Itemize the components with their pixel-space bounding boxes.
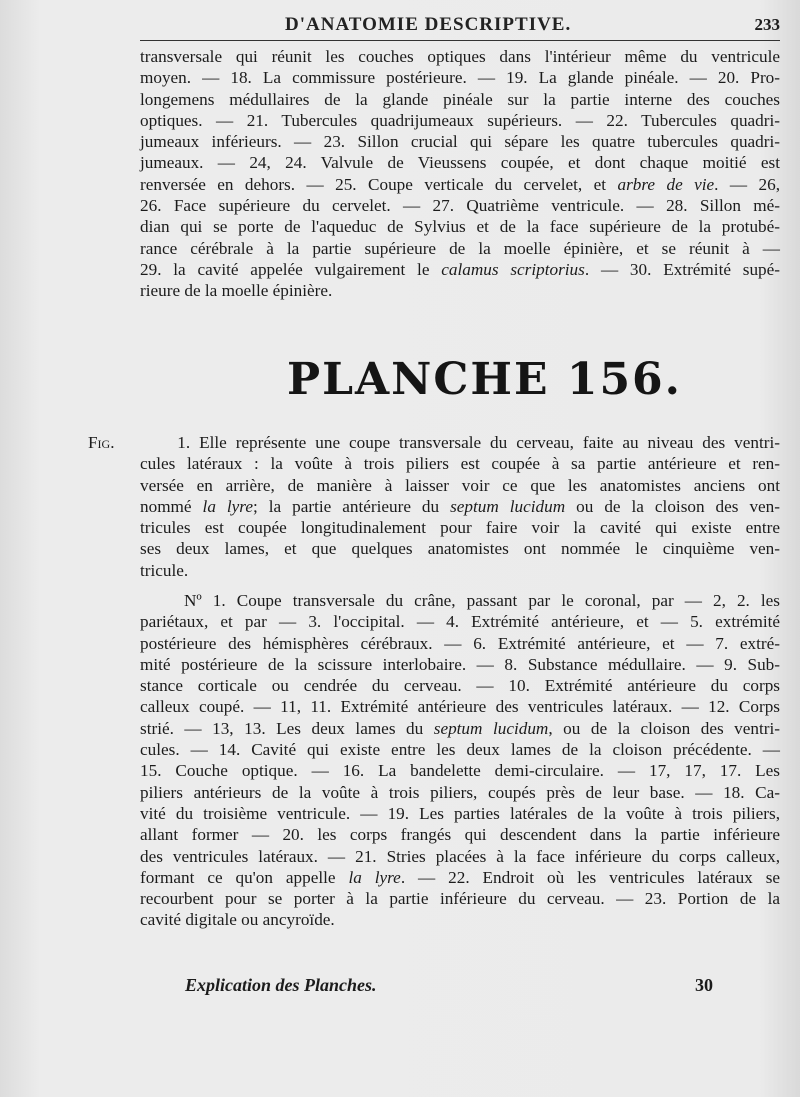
text-line: 29. la cavité appelée vulgairement le calamus scriptorius. — 30. Extrémité supé- bbox=[140, 259, 780, 279]
text-line: mité postérieure de la scissure interlobaire. — 8. Substance médullaire. — 9. Sub- bbox=[140, 654, 780, 674]
plate-title: PLANCHE 156. bbox=[287, 354, 682, 405]
text-line: optiques. — 21. Tubercules quadrijumeaux supérieurs. — 22. Tubercules quadri- bbox=[140, 110, 780, 130]
text-line: strié. — 13, 13. Les deux lames du septum lucidum, ou de la cloison des ventri- bbox=[140, 718, 780, 738]
text-line: cules latéraux : la voûte à trois piliers est coupée à sa partie antérieure et ren- bbox=[140, 454, 780, 474]
text-line: longemens médullaires de la glande pinéale sur la partie interne des couches bbox=[140, 89, 780, 109]
running-title: D'ANATOMIE DESCRIPTIVE. bbox=[285, 14, 572, 35]
figure-first-line bbox=[88, 432, 780, 453]
text-line: jumeaux inférieurs. — 23. Sillon crucial qui sépare les quatre tubercules quadri- bbox=[140, 132, 780, 152]
running-header bbox=[140, 14, 780, 41]
text-line: cavité digitale ou ancyroïde. bbox=[140, 910, 335, 930]
text-line: tricules est coupée longitudinalement pour faire voir la cavité qui existe entre bbox=[140, 518, 780, 538]
text-line: cules. — 14. Cavité qui existe entre les deux lames de la cloison précédente. — bbox=[140, 740, 780, 760]
text-line: 26. Face supérieure du cervelet. — 27. Quatrième ventricule. — 28. Sillon mé- bbox=[140, 196, 780, 216]
text-line: moyen. — 18. La commissure postérieure. — 19. La glande pinéale. — 20. Pro- bbox=[140, 68, 780, 88]
text-line: ses deux lames, et que quelques anatomistes ont nommée le cinquième ven- bbox=[140, 539, 780, 559]
page-number: 233 bbox=[754, 15, 780, 34]
figure-paragraph bbox=[88, 432, 780, 581]
text-line: jumeaux. — 24, 24. Valvule de Vieussens coupée, et dont chaque moitié est bbox=[140, 153, 780, 173]
text-line: vité du troisième ventricule. — 19. Les parties latérales de la voûte à trois piliers, bbox=[140, 803, 780, 823]
text-line: transversale qui réunit les couches optiques dans l'intérieur même du ventricule bbox=[140, 47, 780, 66]
text-line: Nº 1. Coupe transversale du crâne, passant par le coronal, par — 2, 2. les bbox=[184, 591, 780, 610]
text-line: piliers antérieurs de la voûte à trois piliers, coupés près de leur base. — 18. Ca- bbox=[140, 782, 780, 802]
text-line: calleux coupé. — 11, 11. Extrémité antérieure des ventricules latéraux. — 12. Corps bbox=[140, 697, 780, 717]
text-line: postérieure des hémisphères cérébraux. — 6. Extrémité antérieure, et — 7. extré- bbox=[140, 633, 780, 653]
legend-paragraph bbox=[140, 590, 780, 931]
text-line: pariétaux, et par — 3. l'occipital. — 4. Extrémité antérieure, et — 5. extrémité bbox=[140, 612, 780, 632]
text-line: rieure de la moelle épinière. bbox=[140, 281, 333, 301]
text-line: 1. Elle représente une coupe transversale du cerveau, faite au niveau des ventri- bbox=[177, 433, 780, 452]
footer-title: Explication des Planches. bbox=[185, 975, 377, 995]
figure-label: Fig. bbox=[88, 433, 115, 452]
text-line: recourbent pour se porter à la partie inférieure du cerveau. — 23. Portion de la bbox=[140, 889, 780, 909]
text-line: formant ce qu'on appelle la lyre. — 22. Endroit où les ventricules latéraux se bbox=[140, 867, 781, 887]
text-line: stance corticale ou cendrée du cerveau. — 10. Extrémité antérieure du corps bbox=[140, 676, 780, 696]
text-line: 15. Couche optique. — 16. La bandelette demi-circulaire. — 17, 17, 17. Les bbox=[140, 761, 780, 781]
footer-signature: 30 bbox=[695, 975, 713, 995]
text-line: renversée en dehors. — 25. Coupe verticale du cervelet, et arbre de vie. — 26, bbox=[140, 174, 781, 194]
intro-paragraph bbox=[140, 46, 780, 302]
text-line: nommé la lyre; la partie antérieure du septum lucidum ou de la cloison des ven- bbox=[140, 496, 780, 516]
text-line: allant former — 20. les corps frangés qui descendent dans la partie inférieure bbox=[140, 825, 780, 845]
text-line: tricule. bbox=[140, 560, 189, 580]
text-line: des ventricules latéraux. — 21. Stries placées à la face inférieure du corps calleux, bbox=[140, 846, 780, 866]
text-line: rance cérébrale à la partie supérieure de la moelle épinière, et se réunit à — bbox=[140, 238, 780, 258]
text-line: versée en arrière, de manière à laisser voir ce que les anatomistes anciens ont bbox=[140, 475, 780, 495]
text-line: dian qui se porte de l'aqueduc de Sylvius et de la face supérieure de la protubé- bbox=[140, 217, 780, 237]
